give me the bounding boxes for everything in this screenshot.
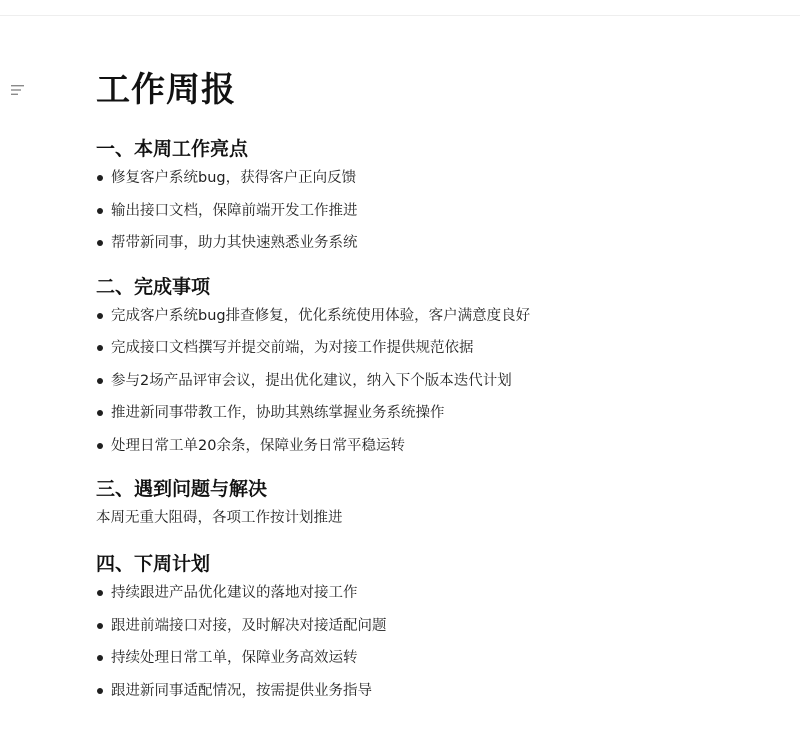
list-item-text: 输出接口文档，保障前端开发工作推进 [111, 202, 358, 219]
bullet-icon [97, 240, 103, 246]
bullet-icon [97, 688, 103, 694]
list-item-text: 持续跟进产品优化建议的落地对接工作 [111, 585, 358, 601]
bullet-icon [97, 378, 103, 384]
list-item [96, 365, 776, 398]
list-item [96, 577, 776, 610]
list-item-text: 帮带新同事，助力其快速熟悉业务系统 [111, 235, 358, 251]
bullet-icon [97, 655, 103, 661]
list-item-text: 完成客户系统bug排查修复，优化系统使用体验，客户满意度良好 [111, 307, 531, 324]
bullet-list [96, 162, 776, 260]
list-item-text: 参与2场产品评审会议，提出优化建议，纳入下个版本迭代计划 [111, 372, 512, 389]
bullet-icon [97, 175, 103, 181]
section-next-week [96, 551, 776, 707]
list-item-text: 处理日常工单20余条，保障业务日常平稳运转 [111, 437, 405, 454]
list-item [96, 195, 776, 228]
list-item [96, 162, 776, 195]
bullet-icon [97, 345, 103, 351]
bullet-icon [97, 443, 103, 449]
bullet-icon [97, 410, 103, 416]
outline-toggle-button[interactable] [8, 82, 28, 98]
section-highlights [96, 136, 776, 260]
top-toolbar [0, 0, 800, 16]
paragraph-text: 本周无重大阻碍，各项工作按计划推进 [96, 510, 343, 526]
outline-list-icon [8, 82, 28, 98]
section-completed [96, 274, 776, 463]
list-item-text: 修复客户系统bug，获得客户正向反馈 [111, 170, 357, 186]
document-title: 工作周报 [96, 70, 236, 110]
bullet-list [96, 300, 776, 463]
list-item [96, 675, 776, 708]
section-heading: 三、遇到问题与解决 [96, 478, 268, 500]
list-item [96, 642, 776, 675]
list-item-text: 完成接口文档撰写并提交前端，为对接工作提供规范依据 [111, 340, 474, 356]
list-item [96, 227, 776, 260]
list-item-text: 推进新同事带教工作，协助其熟练掌握业务系统操作 [111, 405, 445, 421]
list-item [96, 430, 776, 463]
bullet-icon [97, 313, 103, 319]
section-problems [96, 476, 776, 534]
list-item-text: 跟进前端接口对接，及时解决对接适配问题 [111, 617, 387, 634]
bullet-icon [97, 208, 103, 214]
document-body[interactable] [96, 66, 776, 707]
bullet-icon [97, 623, 103, 629]
list-item [96, 397, 776, 430]
bullet-icon [97, 590, 103, 596]
section-heading: 二、完成事项 [96, 275, 211, 298]
section-heading: 一、本周工作亮点 [96, 138, 249, 160]
list-item [96, 332, 776, 365]
list-item-text: 跟进新同事适配情况，按需提供业务指导 [111, 682, 372, 699]
list-item-text: 持续处理日常工单，保障业务高效运转 [111, 650, 358, 666]
list-item [96, 300, 776, 333]
list-item [96, 610, 776, 643]
bullet-list [96, 577, 776, 707]
section-heading: 四、下周计划 [96, 553, 211, 575]
